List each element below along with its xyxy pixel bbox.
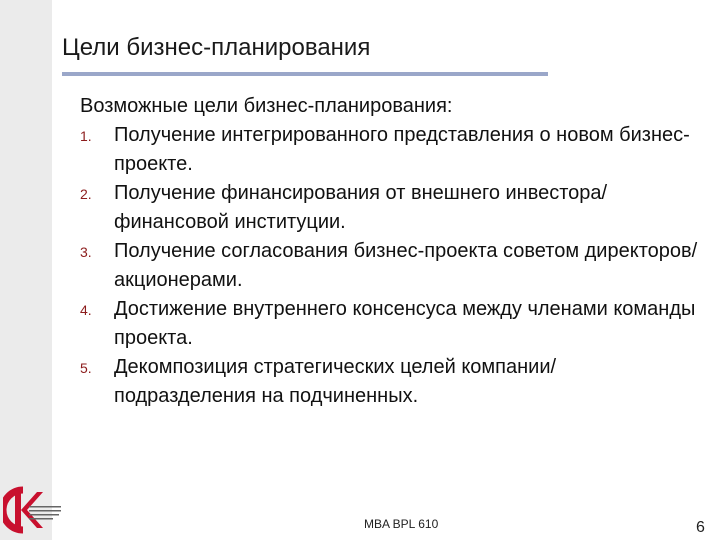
logo-text-line: [29, 506, 61, 508]
slide-title: Цели бизнес-планирования: [62, 34, 371, 61]
goal-text: Получение финансирования от внешнего инвестора/ финансовой институции.: [114, 182, 608, 233]
intro-text: Возможные цели бизнес-планирования:: [80, 95, 453, 117]
school-logo-icon: [3, 486, 67, 534]
goal-number: 1.: [80, 128, 92, 144]
goal-item: [80, 353, 700, 411]
logo-text-line: [29, 514, 59, 516]
goal-text: Достижение внутреннего консенсуса между членами команды проекта.: [114, 298, 696, 349]
logo-bar: [15, 492, 21, 528]
goal-text: Декомпозиция стратегических целей компании/ подразделения на подчиненных.: [114, 356, 557, 407]
side-band: [0, 0, 52, 540]
goal-text: Получение интегрированного представления о новом бизнес-проекте.: [114, 124, 690, 175]
goal-number: 2.: [80, 186, 92, 202]
title-underline: [62, 72, 548, 76]
goal-number: 3.: [80, 244, 92, 260]
goal-item: [80, 237, 700, 295]
logo-text-line: [29, 518, 53, 520]
goals-list: [80, 121, 700, 411]
slide-body: [80, 92, 700, 411]
goal-item: [80, 121, 700, 179]
goal-text: Получение согласования бизнес-проекта советом директоров/ акционерами.: [114, 240, 698, 291]
goal-item: [80, 179, 700, 237]
goal-number: 4.: [80, 302, 92, 318]
footer-course: MBA BPL 610: [364, 517, 439, 531]
goal-item: [80, 295, 700, 353]
logo-text-line: [29, 510, 61, 512]
page-number: 6: [696, 519, 705, 536]
goal-number: 5.: [80, 360, 92, 376]
